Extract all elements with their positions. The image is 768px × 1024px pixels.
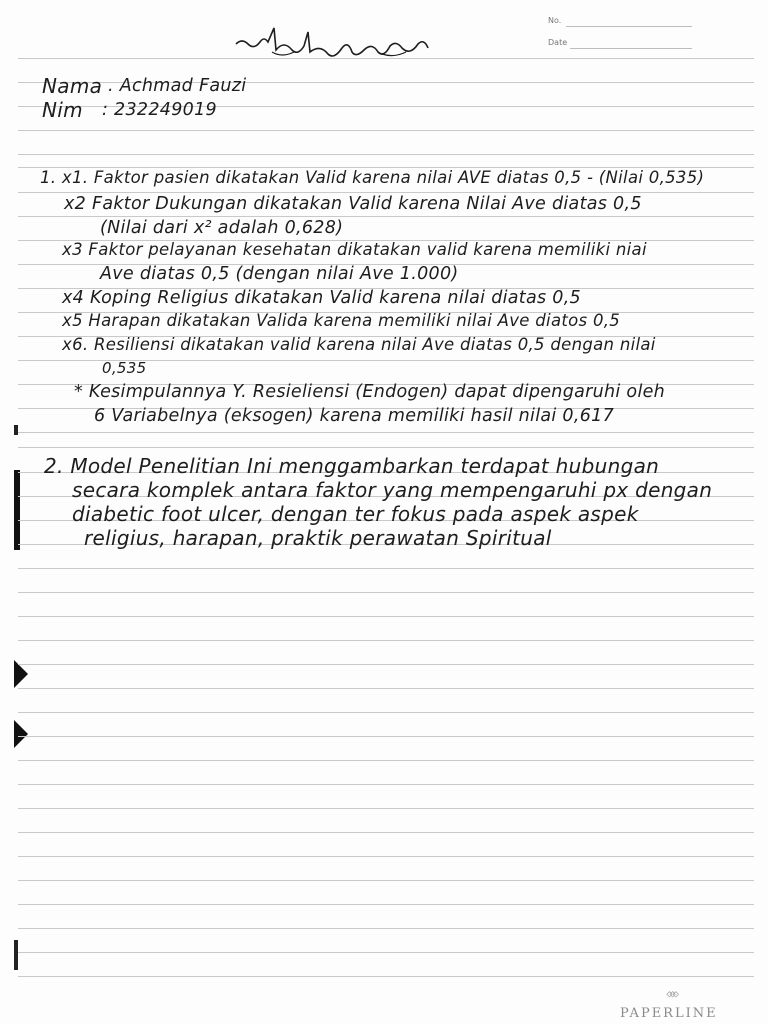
nim-value: : 232249019 — [102, 100, 217, 120]
answer-1-line: x6. Resiliensi dikatakan valid karena nilai Ave diatas 0,5 dengan nilai — [62, 335, 656, 354]
nim-label: Nim — [42, 98, 83, 122]
answer-2-line: religius, harapan, praktik perawatan Spiritual — [84, 526, 552, 550]
answer-1-conclusion-line: * Kesimpulannya Y. Resieliensi (Endogen) dapat dipengaruhi oleh — [74, 382, 666, 402]
date-line — [570, 48, 692, 49]
answer-1-line: x2 Faktor Dukungan dikatakan Valid karena Nilai Ave diatas 0,5 — [64, 194, 642, 214]
answer-1-line: 1. x1. Faktor pasien dikatakan Valid karena nilai AVE diatas 0,5 - (Nilai 0,535) — [40, 168, 705, 187]
no-line — [566, 26, 692, 27]
answer-1-line: 0,535 — [102, 359, 147, 377]
bismillah-calligraphy — [232, 24, 472, 60]
binding-notch — [14, 720, 28, 748]
answer-1-line: (Nilai dari x² adalah 0,628) — [100, 218, 344, 238]
paperline-logo-icon — [620, 990, 720, 1006]
answer-2-line: secara komplek antara faktor yang mempengaruhi px dengan — [72, 478, 713, 502]
no-label: No. — [548, 16, 562, 25]
name-value: . Achmad Fauzi — [108, 76, 247, 96]
answer-2-line: 2. Model Penelitian Ini menggambarkan terdapat hubungan — [44, 454, 660, 478]
answer-1-line: x3 Faktor pelayanan kesehatan dikatakan valid karena memiliki niai — [62, 240, 647, 259]
date-label: Date — [548, 38, 568, 47]
binding-tick — [14, 940, 18, 970]
answer-1-line: x4 Koping Religius dikatakan Valid karena nilai diatas 0,5 — [62, 288, 581, 308]
binding-strip — [14, 470, 20, 550]
answer-2-line: diabetic foot ulcer, dengan ter fokus pada aspek aspek — [72, 502, 639, 526]
paperline-brand: PAPERLINE — [620, 1006, 718, 1021]
name-label: Nama — [42, 74, 103, 98]
answer-1-line: x5 Harapan dikatakan Valida karena memiliki nilai Ave diatos 0,5 — [62, 311, 621, 330]
answer-1-line: Ave diatas 0,5 (dengan nilai Ave 1.000) — [100, 264, 459, 284]
binding-tick — [14, 425, 18, 435]
answer-1-conclusion-line: 6 Variabelnya (eksogen) karena memiliki hasil nilai 0,617 — [94, 406, 615, 426]
